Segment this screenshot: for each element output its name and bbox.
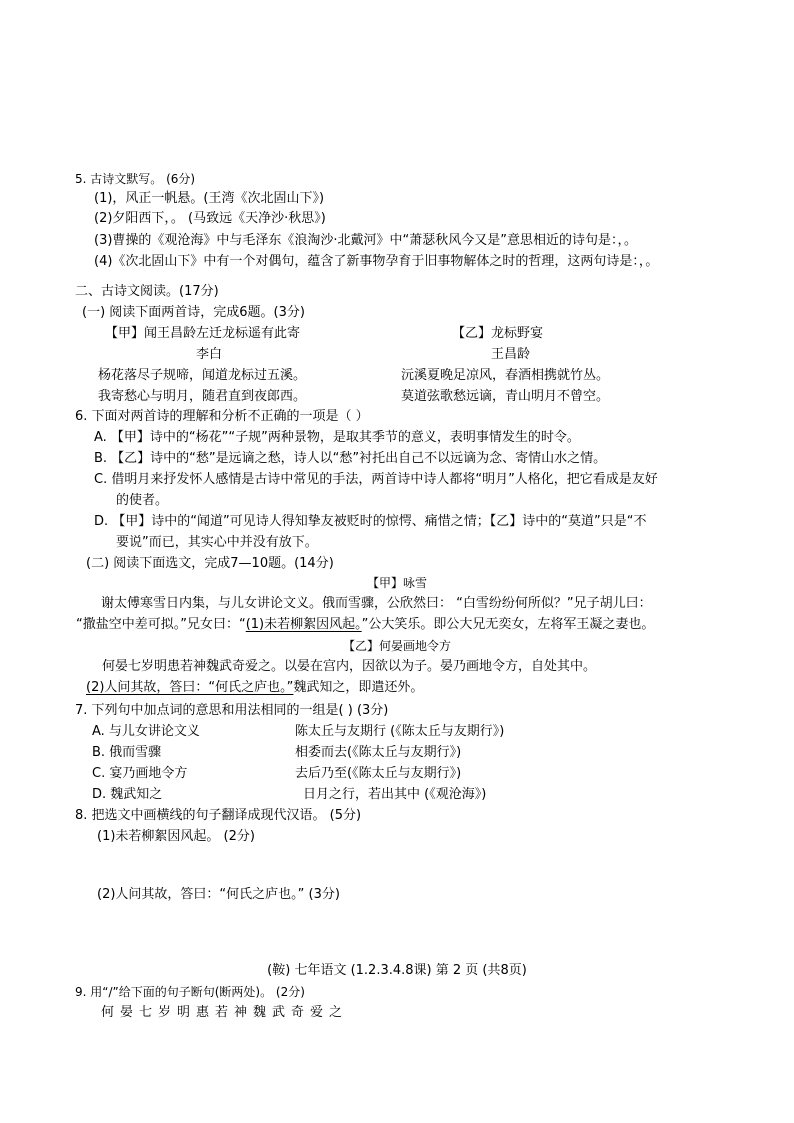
part-1-title: (一) 阅读下面两首诗，完成6题。(3分)	[82, 305, 305, 320]
poem-b-author: 王昌龄	[491, 347, 531, 362]
q7-option-b: B. 俄而雪骤	[92, 745, 162, 760]
passage-a-line-2-end: ”公大笑乐。即公大兄无奕女，左将军王凝之妻也。	[361, 617, 655, 632]
underlined-sentence-2: (2)人问其故，答曰：“何氏之庐也。”	[86, 680, 294, 695]
section-2-title: 二、古诗文阅读。(17分)	[75, 284, 219, 299]
passage-a-line-1: 谢太傅寒雪日内集，与儿女讲论文义。俄而雪骤，公欣然曰： “白雪纷纷何所似？”兄子胡儿曰：	[101, 596, 652, 611]
q7-option-a-ref: 陈太丘与友期行 (《陈太丘与友期行》)	[295, 724, 505, 739]
q7-option-c-ref: 去后乃至(《陈太丘与友期行》)	[295, 766, 462, 781]
part-2-title: (二) 阅读下面选文，完成7—10题。(14分)	[86, 556, 334, 571]
q6-option-c-cont: 的使者。	[116, 493, 169, 508]
poem-b-line-1: 沅溪夏晚足凉风，春酒相携就竹丛。	[401, 368, 610, 383]
q8-sentence-2: (2)人问其故，答曰：“何氏之庐也。” (3分)	[97, 887, 340, 902]
q7-option-b-ref: 相委而去(《陈太丘与友期行》)	[295, 745, 462, 760]
passage-b-title: 【乙】何晏画地令方	[342, 639, 451, 653]
q8-stem: 8. 把选文中画横线的句子翻译成现代汉语。 (5分)	[75, 808, 362, 823]
passage-a-line-2	[76, 615, 654, 635]
page-footer: (鞍) 七年语文 (1.2.3.4.8课) 第 2 页 (共8页)	[267, 963, 527, 978]
poem-a-line-1: 杨花落尽子规啼，闻道龙标过五溪。	[98, 368, 307, 383]
q5-title: 5. 古诗文默写。 (6分)	[75, 172, 196, 186]
q9-stem: 9. 用“/”给下面的句子断句(断两处)。 (2分)	[75, 985, 305, 999]
q6-option-a: A. 【甲】诗中的“杨花”“子规”两种景物，是取其季节的意义，表明事情发生的时令。	[94, 430, 580, 445]
q6-option-b: B. 【乙】诗中的“愁”是远谪之愁，诗人以“愁”衬托出自己不以远谪为念、寄情山水之情。	[94, 451, 607, 466]
q6-stem: 6. 下面对两首诗的理解和分析不正确的一项是（ ）	[75, 409, 369, 424]
poem-b-line-2: 莫道弦歌愁远谪，青山明月不曾空。	[401, 389, 610, 404]
q5-item-3: (3)曹操的《观沧海》中与毛泽东《浪淘沙·北戴河》中“萧瑟秋风今又是”意思相近的诗句是：，。	[94, 233, 638, 248]
q5-item-4: (4)《次北固山下》中有一个对偶句，蕴含了新事物孕育于旧事物解体之时的哲理，这两句诗是：，。	[94, 254, 659, 269]
passage-a-title: 【甲】咏雪	[366, 576, 427, 590]
passage-b-line-2-end: 魏武知之，即遣还外。	[293, 680, 424, 695]
passage-b-line-1: 何晏七岁明患若神魏武奇爱之。以晏在宫内，因欲以为子。晏乃画地令方，自处其中。	[102, 659, 597, 674]
underlined-sentence-1: (1)未若柳絮因风起。	[245, 617, 362, 632]
q7-option-a: A. 与儿女讲论文义	[92, 724, 200, 739]
poem-a-author: 李白	[196, 347, 223, 362]
poem-a-title: 【甲】闻王昌龄左迁龙标遥有此寄	[105, 326, 301, 341]
q7-option-d-ref: 日月之行，若出其中 (《观沧海》)	[303, 787, 487, 802]
q9-sentence: 何晏七岁明惠若神魏武奇爱之	[101, 1005, 349, 1020]
q5-item-2: (2)夕阳西下，。 (马致远《天净沙·秋思》)	[94, 211, 326, 226]
passage-a-line-2-start: “撒盐空中差可拟。”兄女曰：“	[76, 617, 246, 632]
passage-b-line-2	[86, 678, 423, 698]
poem-a-line-2: 我寄愁心与明月，随君直到夜郎西。	[98, 389, 307, 404]
q8-sentence-1: (1)未若柳絮因风起。 (2分)	[97, 829, 255, 844]
q5-item-1: (1)，风正一帆悬。(王湾《次北固山下》)	[94, 191, 325, 206]
q6-option-d: D. 【甲】诗中的“闻道”可见诗人得知挚友被贬时的惊愕、痛惜之情；【乙】诗中的“莫道”只是“不	[94, 514, 647, 529]
q6-option-d-cont: 要说”而已，其实心中并没有放下。	[116, 535, 318, 550]
q7-option-d: D. 魏武知之	[92, 787, 163, 802]
q6-option-c: C. 借明月来抒发怀人感情是古诗中常见的手法，两首诗中诗人都将“明月”人格化，把它看成是友好	[94, 472, 658, 487]
q7-stem: 7. 下列句中加点词的意思和用法相同的一组是( ) (3分)	[75, 703, 389, 718]
poem-b-title: 【乙】龙标野宴	[452, 326, 544, 341]
q7-option-c: C. 宴乃画地令方	[92, 766, 188, 781]
